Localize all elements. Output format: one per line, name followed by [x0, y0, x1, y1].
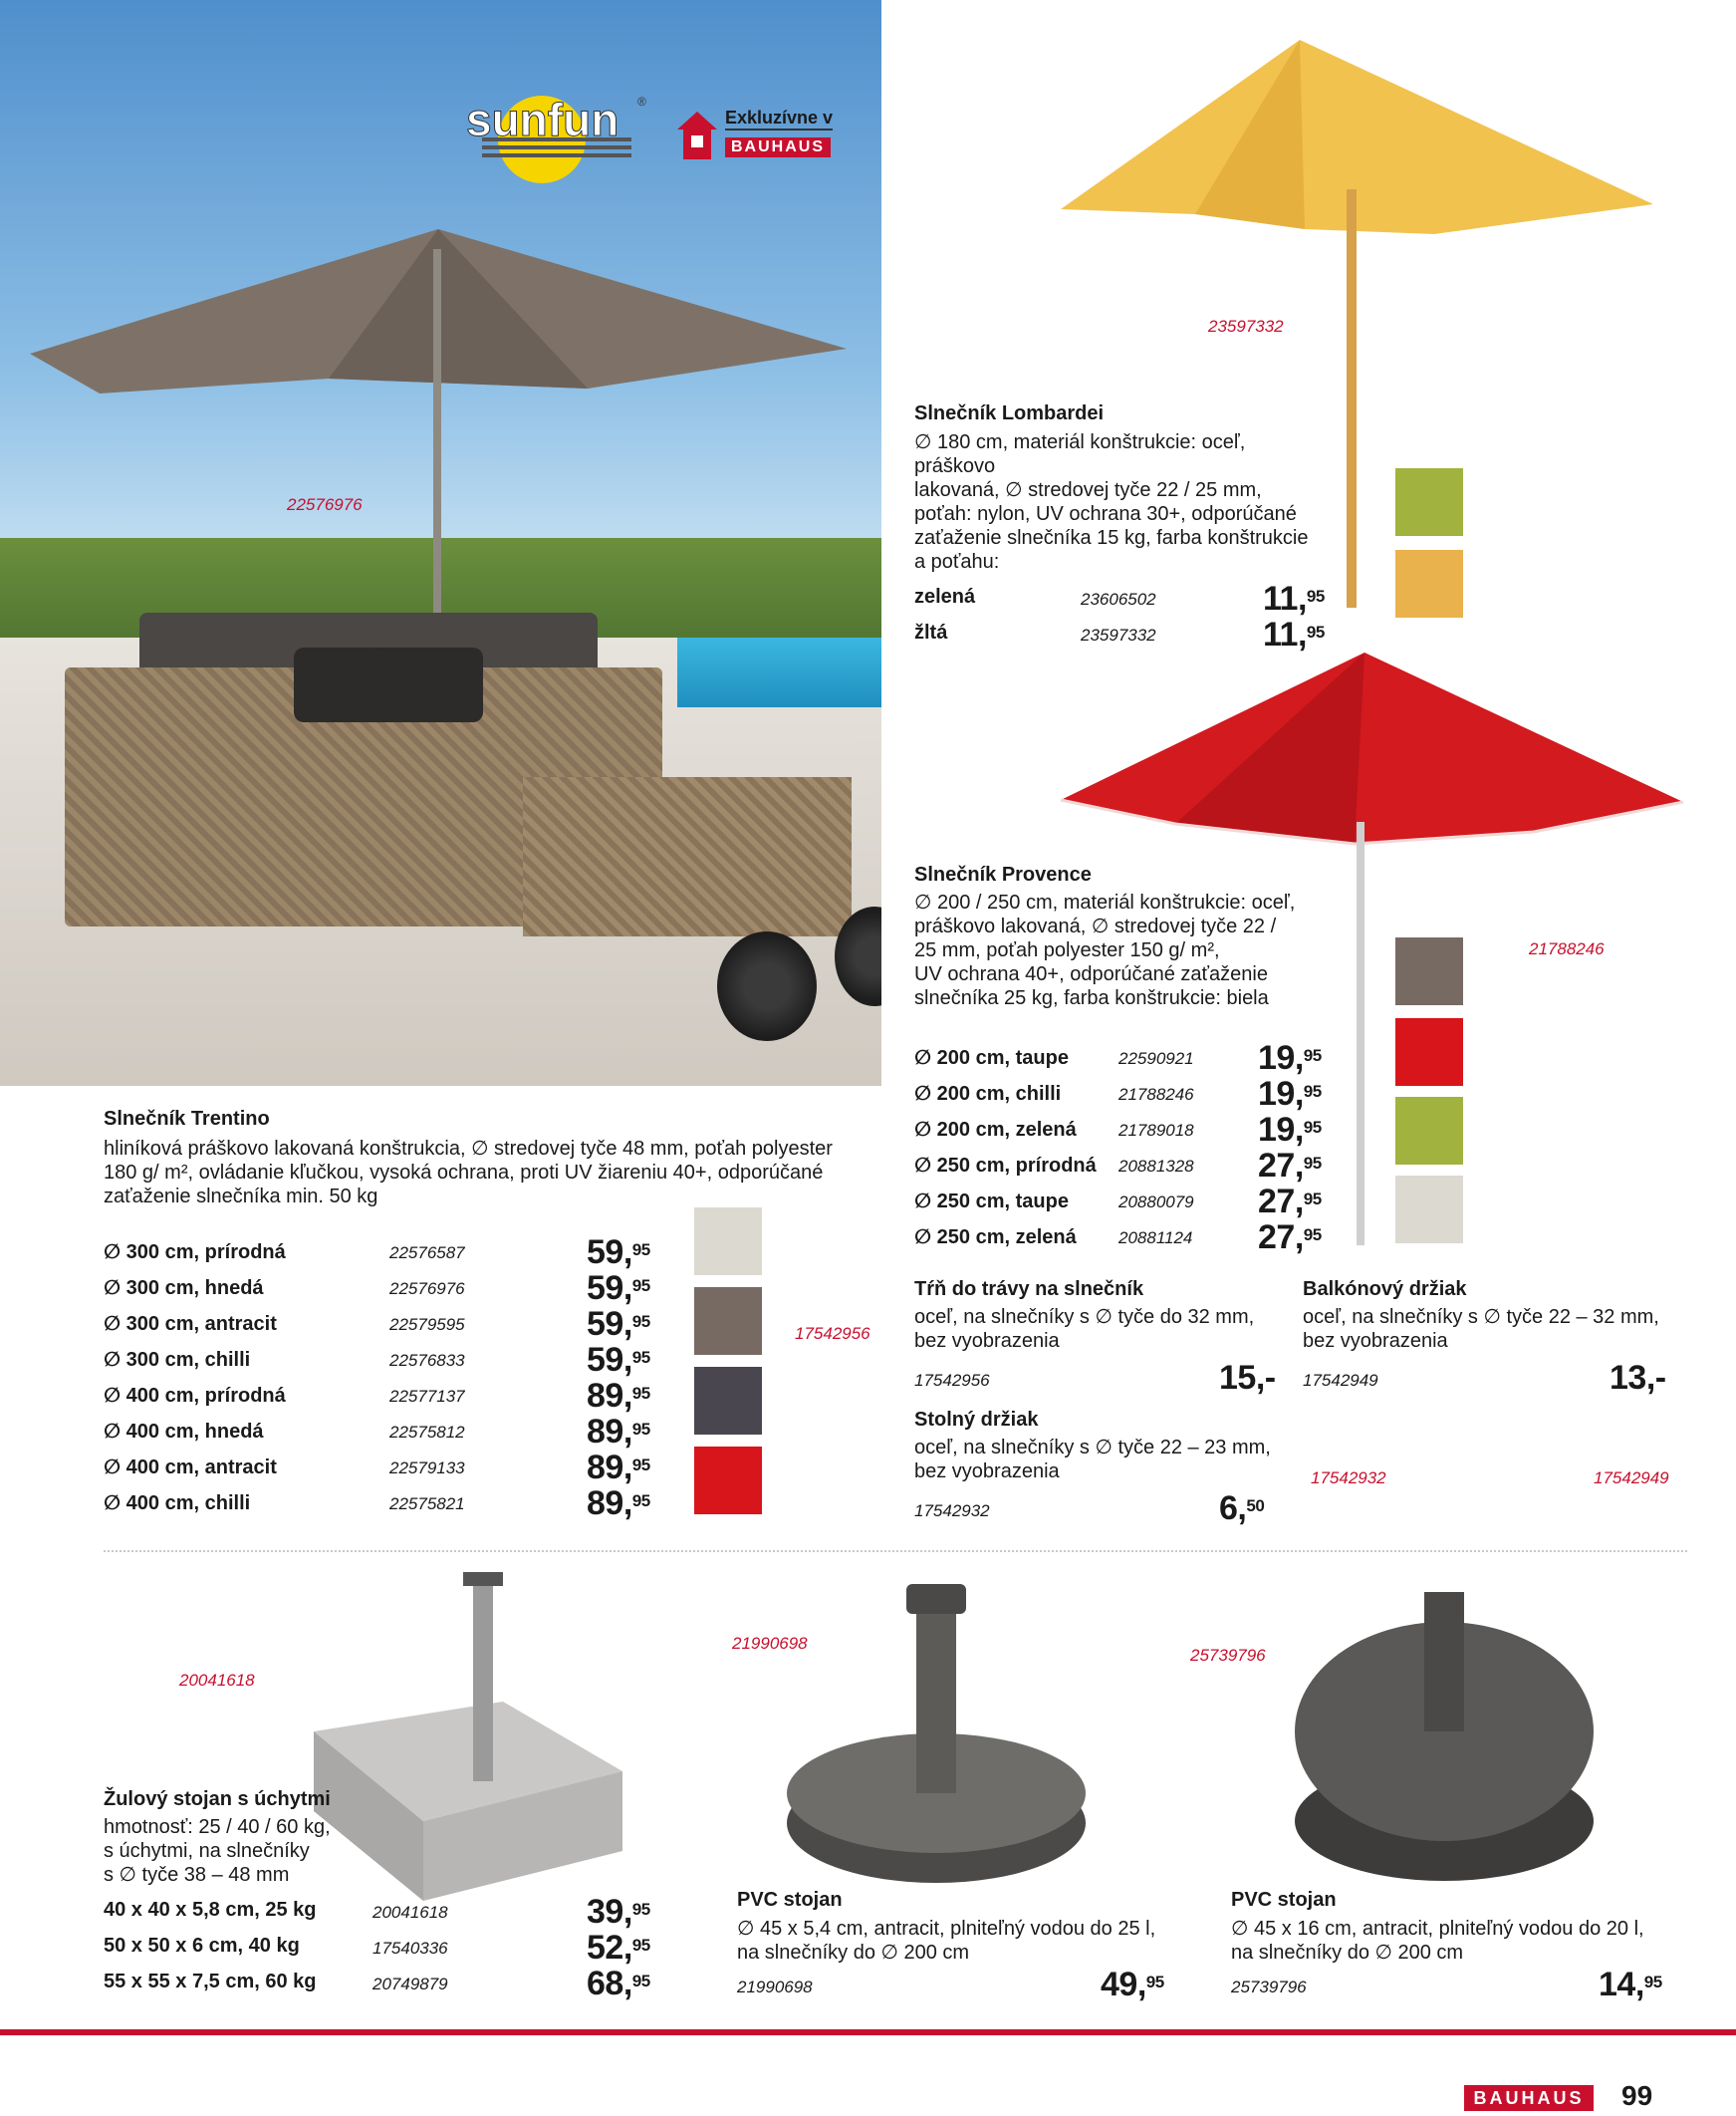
lombardei-description: ∅ 180 cm, materiál konštrukcie: oceľ, práškovo lakovaná, ∅ stredovej tyče 22 / 25 mm, poťah: nylon, UV ochrana 30+, odporúčané zaťaženie slnečníka 15 kg, farba konštrukcie a poťahu:: [914, 431, 1309, 573]
provence-price-table: ∅ 200 cm, taupe 22590921 19,95 ∅ 200 cm, chilli 21788246 19,95 ∅ 200 cm, zelená 21789018 19,95 ∅ 250 cm, prírodná 20881328 27,95 ∅ 250 cm, taupe 20880079 27,95 ∅ 250 cm, zelená 20881124 27,95: [914, 1039, 1322, 1256]
swatch-natural: [1395, 1176, 1463, 1243]
swatch-chilli: [1395, 1018, 1463, 1086]
footer-red-line: [0, 2029, 1736, 2035]
swatch-yellow: [1395, 550, 1463, 618]
pvc2-description: ∅ 45 x 16 cm, antracit, plniteľný vodou do 20 l, na slnečníky do ∅ 200 cm: [1231, 1918, 1644, 1964]
section-divider: [104, 1550, 1687, 1552]
bauhaus-badge-text: BAUHAUS: [725, 137, 831, 157]
swatch-green: [1395, 1097, 1463, 1165]
svg-text:sunfun: sunfun: [466, 94, 620, 145]
footer-bauhaus-logo: BAUHAUS: [1464, 2085, 1594, 2111]
swatch-natural: [694, 1207, 762, 1275]
provence-title: Slnečník Provence: [914, 864, 1092, 886]
pvc1-price: 49,95: [1101, 1966, 1164, 2003]
table-holder-code-tag: 17542932: [1311, 1468, 1386, 1487]
pvc2-price: 14,95: [1599, 1966, 1662, 2003]
trentino-title: Slnečník Trentino: [104, 1108, 270, 1130]
spike-code-tag: 17542956: [795, 1324, 870, 1343]
page-number: 99: [1621, 2080, 1653, 2111]
trentino-price-table: ∅ 300 cm, prírodná 22576587 59,95 ∅ 300 cm, hnedá 22576976 59,95 ∅ 300 cm, antracit 22579595 59,95 ∅ 300 cm, chilli 22576833 59,95 ∅ 400 cm, prírodná 22577137 89,95 ∅ 400 cm, hnedá 22575812 89,95 ∅ 400 cm, antracit 22579133 89,95 ∅ 400 cm, chilli 22575821 89,95: [104, 1233, 650, 1522]
pvc1-description: ∅ 45 x 5,4 cm, antracit, plniteľný vodou do 25 l, na slnečníky do ∅ 200 cm: [737, 1918, 1156, 1964]
granite-title: Žulový stojan s úchytmi: [104, 1788, 331, 1810]
swatch-brown: [694, 1287, 762, 1355]
swatch-green: [1395, 468, 1463, 536]
swatch-chilli: [694, 1447, 762, 1514]
pvc2-code: 25739796: [1231, 1978, 1307, 1996]
sunfun-logo: [462, 78, 651, 185]
table-holder-block: Stolný držiak oceľ, na slnečníky s ∅ tyče 22 – 23 mm, bez vyobrazenia 17542932 6,50: [914, 1409, 1271, 1527]
exclusive-text: Exkluzívne v: [725, 108, 833, 131]
bauhaus-house-icon: [675, 110, 719, 161]
pvc1-code: 21990698: [737, 1978, 813, 1996]
granite-code-tag: 20041618: [179, 1671, 255, 1690]
swatch-anthracite: [694, 1367, 762, 1435]
lombardei-code-tag: 23597332: [1208, 317, 1284, 336]
pvc2-title: PVC stojan: [1231, 1889, 1337, 1911]
pvc2-code-tag: 25739796: [1190, 1646, 1266, 1665]
pvc-stand-smooth-image: [777, 1564, 1096, 1893]
balcony-holder-block: Balkónový držiak oceľ, na slnečníky s ∅ tyče 22 – 32 mm, bez vyobrazenia 17542949 13,-: [1303, 1278, 1666, 1397]
pvc-stand-rattan-image: [1285, 1592, 1604, 1891]
exclusive-bauhaus-badge: [675, 106, 851, 165]
provence-description: ∅ 200 / 250 cm, materiál konštrukcie: oceľ, práškovo lakovaná, ∅ stredovej tyče 22 / 25 mm, poťah polyester 150 g/ m², UV ochrana 40+, odporúčané zaťaženie slnečníka 25 kg, farba konštrukcie: biela: [914, 892, 1296, 1009]
swatch-taupe: [1395, 937, 1463, 1005]
balcony-code-tag: 17542949: [1594, 1468, 1669, 1487]
hero-code-tag: 22576976: [287, 495, 363, 514]
pvc1-title: PVC stojan: [737, 1889, 843, 1911]
pvc1-code-tag: 21990698: [732, 1634, 808, 1653]
granite-price-table: 40 x 40 x 5,8 cm, 25 kg 20041618 39,95 50 x 50 x 6 cm, 40 kg 17540336 52,95 55 x 55 x 7,5 cm, 60 kg 20749879 68,95: [104, 1893, 650, 2002]
rattan-table: [523, 777, 852, 936]
provence-code-tag: 21788246: [1529, 939, 1605, 958]
granite-description: hmotnosť: 25 / 40 / 60 kg, s úchytmi, na slnečníky s ∅ tyče 38 – 48 mm: [104, 1816, 331, 1886]
svg-text:®: ®: [637, 95, 646, 109]
grass-spike-block: Tŕň do trávy na slnečník oceľ, na slnečníky s ∅ tyče do 32 mm, bez vyobrazenia 17542956 15,-: [914, 1278, 1276, 1397]
trentino-description: hliníková práškovo lakovaná konštrukcia, ∅ stredovej tyče 48 mm, poťah polyester 180 g/ m², ovládanie kľučkou, vysoká ochrana, proti UV žiareniu 40+, odporúčané zaťaženie slnečníka min. 50 kg: [104, 1138, 833, 1207]
lombardei-title: Slnečník Lombardei: [914, 402, 1105, 424]
